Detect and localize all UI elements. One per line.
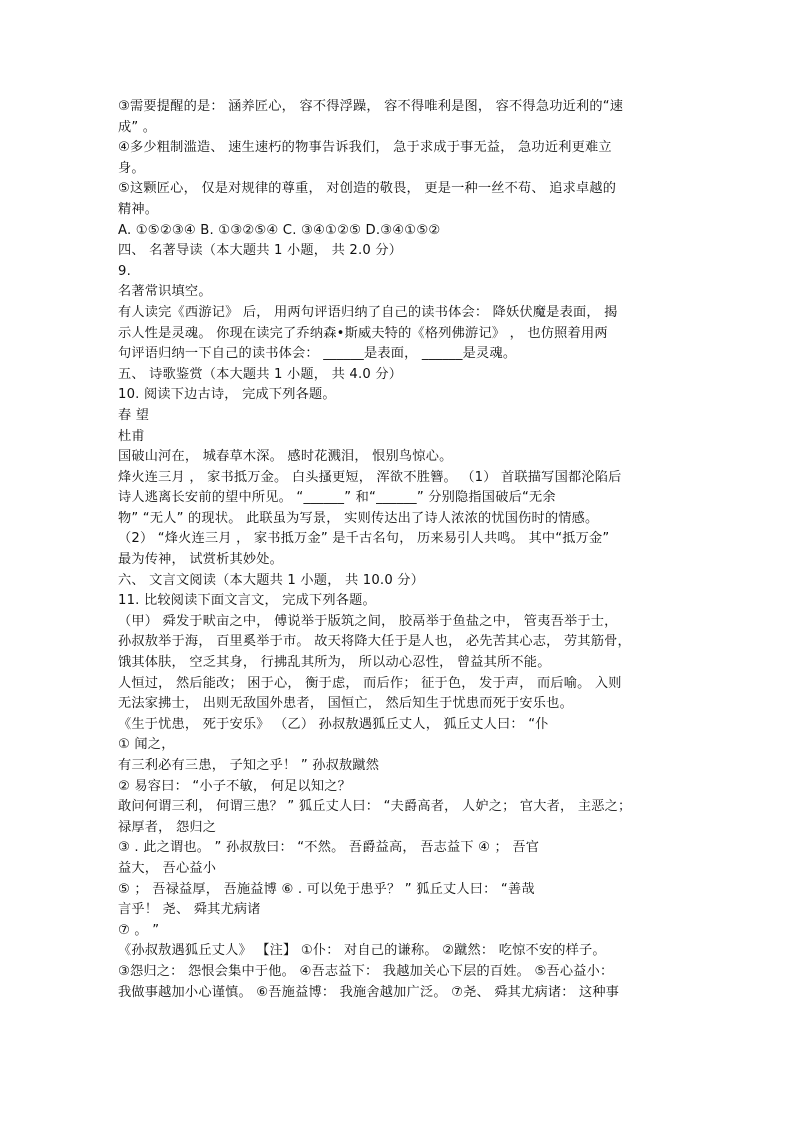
text-line: 有人读完《西游记》 后， 用两句评语归纳了自己的读书体会： 降妖伏魔是表面， 揭 bbox=[118, 304, 618, 320]
section-heading: 六、 文言文阅读（本大题共 1 小题， 共 10.0 分） bbox=[118, 572, 425, 588]
text-line: （2） “烽火连三月 ， 家书抵万金” 是千古名句， 历来易引人共鸣。 其中“抵万金” bbox=[118, 531, 610, 547]
text-line: 孙叔敖举于海， 百里奚举于市。 故天将降大任于是人也， 必先苦其心志， 劳其筋骨， bbox=[118, 634, 631, 650]
text-line: 《生于忧患， 死于安乐》 （乙） 孙叔敖遇狐丘丈人， 狐丘丈人曰： “仆 bbox=[118, 716, 549, 732]
text-line: ① 闻之， bbox=[118, 737, 175, 753]
text-line: 禄厚者， 怨归之 bbox=[118, 819, 217, 835]
text-line: 精神。 bbox=[118, 201, 159, 217]
answer-options: A. ①⑤②③④ B. ①③②⑤④ C. ③④①②⑤ D.③④①⑤② bbox=[118, 222, 441, 238]
question-number: 9. bbox=[118, 263, 131, 279]
document-page bbox=[118, 97, 688, 1003]
text-line: ③ . 此之谓也。 ” 孙叔敖曰： “不然。 吾爵益高， 吾志益下 ④ ； 吾官 bbox=[118, 840, 540, 856]
question-number: 10. 阅读下边古诗， 完成下列各题。 bbox=[118, 387, 336, 403]
question-number: 11. 比较阅读下面文言文， 完成下列各题。 bbox=[118, 593, 376, 609]
text-line: 烽火连三月 ， 家书抵万金。 白头搔更短， 浑欲不胜簪。 （1） 首联描写国都沦陷后 bbox=[118, 469, 622, 485]
text-line: ③怨归之： 怨恨会集中于他。 ④吾志益下： 我越加关心下层的百姓。 ⑤吾心益小： bbox=[118, 963, 614, 979]
text-line: 身。 bbox=[118, 160, 145, 176]
text-line: 句评语归纳一下自己的读书体会： ______是表面， ______是灵魂。 bbox=[118, 346, 517, 362]
text-line: 有三利必有三患， 子知之乎！ ” 孙叔敖蹴然 bbox=[118, 758, 380, 773]
text-line: （甲） 舜发于畎亩之中， 傅说举于版筑之间， 胶鬲举于鱼盐之中， 管夷吾举于士， bbox=[118, 613, 618, 629]
text-line: 饿其体肤， 空乏其身， 行拂乱其所为， 所以动心忍性， 曾益其所不能。 bbox=[118, 655, 551, 671]
poem-author: 杜甫 bbox=[118, 428, 145, 444]
text-line: 名著常识填空。 bbox=[118, 284, 212, 300]
text-line: 最为传神， 试赏析其妙处。 bbox=[118, 552, 284, 568]
text-line: 敢问何谓三利， 何谓三患？ ” 狐丘丈人曰： “夫爵高者， 人妒之； 官大者， 主恶之； bbox=[118, 799, 632, 815]
text-line: 《孙叔敖遇狐丘丈人》 【注】 ①仆： 对自己的谦称。 ②蹴然： 吃惊不安的样子。 bbox=[118, 943, 606, 959]
text-line: ⑤ ； 吾禄益厚， 吾施益博 ⑥ . 可以免于患乎？ ” 狐丘丈人曰： “善哉 bbox=[118, 881, 535, 897]
section-heading: 五、 诗歌鉴赏（本大题共 1 小题， 共 4.0 分） bbox=[118, 366, 403, 382]
text-line: 国破山河在， 城春草木深。 感时花溅泪， 恨别鸟惊心。 bbox=[118, 449, 453, 465]
text-line: 示人性是灵魂。 你现在读完了乔纳森•斯威夫特的《格列佛游记》 ， 也仿照着用两 bbox=[118, 325, 608, 341]
text-line: 人恒过， 然后能改； 困于心， 衡于虑， 而后作； 征于色， 发于声， 而后喻。 入则 bbox=[118, 675, 622, 691]
text-line: 益大， 吾心益小 bbox=[118, 860, 217, 876]
text-line: 诗人逃离长安前的望中所见。 “______” 和“______” 分别隐指国破后“无余 bbox=[118, 490, 556, 506]
text-line: 成” 。 bbox=[118, 119, 157, 135]
text-line: ⑦ 。 ” bbox=[118, 922, 160, 938]
text-line: 无法家拂士， 出则无敌国外患者， 国恒亡， 然后知生于忧患而死于安乐也。 bbox=[118, 696, 573, 712]
text-line: 物” “无人” 的现状。 此联虽为写景， 实则传达出了诗人浓浓的忧国伤时的情感。 bbox=[118, 510, 599, 526]
text-line: ② 易容曰： “小子不敏， 何足以知之？ bbox=[118, 778, 352, 794]
text-line: 言乎！ 尧、 舜其尤病诸 bbox=[118, 902, 261, 918]
text-line: ④多少粗制滥造、 速生速朽的物事告诉我们， 急于求成于事无益， 急功近利更难立 bbox=[118, 140, 612, 156]
section-heading: 四、 名著导读（本大题共 1 小题， 共 2.0 分） bbox=[118, 243, 403, 259]
text-line: 我做事越加小心谨慎。 ⑥吾施益博： 我施舍越加广泛。 ⑦尧、 舜其尤病诸： 这种事 bbox=[118, 984, 620, 1000]
poem-title: 春 望 bbox=[118, 407, 150, 423]
text-line: ③需要提醒的是： 涵养匠心， 容不得浮躁， 容不得唯利是图， 容不得急功近利的“速 bbox=[118, 99, 624, 114]
text-line: ⑤这颗匠心， 仅是对规律的尊重， 对创造的敬畏， 更是一种一丝不苟、 追求卓越的 bbox=[118, 181, 617, 197]
